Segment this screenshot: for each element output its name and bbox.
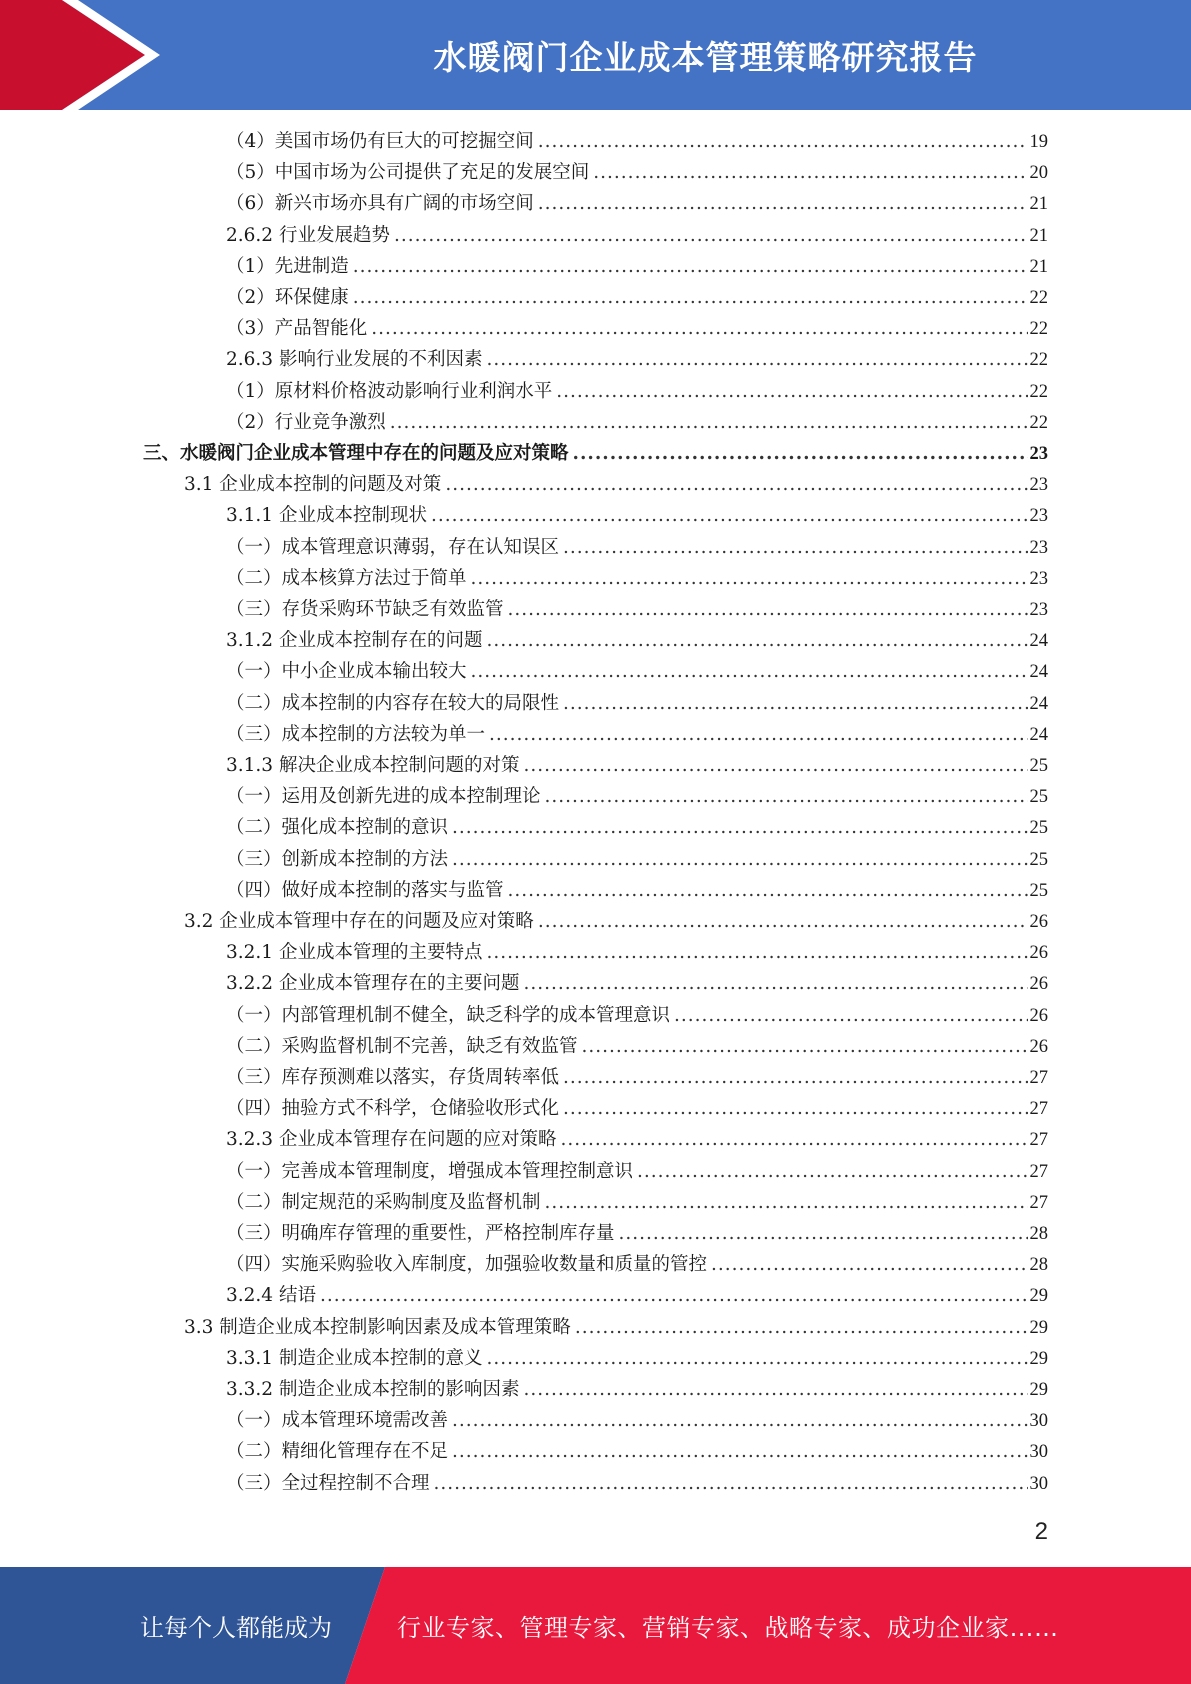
toc-entry[interactable] xyxy=(226,688,1048,719)
toc-entry-title: （二）采购监督机制不完善，缺乏有效监管 xyxy=(226,1035,578,1057)
toc-dot-leader xyxy=(353,282,1028,313)
toc-entry-page: 23 xyxy=(1029,568,1048,589)
toc-entry-page: 28 xyxy=(1029,1255,1048,1276)
toc-entry[interactable] xyxy=(226,781,1048,812)
toc-entry-page: 27 xyxy=(1029,1130,1048,1151)
toc-entry-title: （一）成本管理环境需改善 xyxy=(226,1410,449,1432)
toc-entry[interactable] xyxy=(226,500,1048,531)
toc-entry-page: 19 xyxy=(1029,132,1048,152)
toc-dot-leader xyxy=(471,563,1028,594)
toc-entry-page: 22 xyxy=(1029,381,1048,402)
toc-entry[interactable] xyxy=(226,188,1048,219)
toc-entry-page: 23 xyxy=(1029,444,1048,464)
toc-entry[interactable] xyxy=(184,1312,1048,1343)
toc-entry[interactable] xyxy=(226,1187,1048,1218)
toc-dot-leader xyxy=(508,875,1028,906)
toc-entry[interactable] xyxy=(226,968,1048,999)
toc-entry-title: （二）制定规范的采购制度及监督机制 xyxy=(226,1191,541,1213)
toc-entry-page: 30 xyxy=(1029,1473,1048,1494)
toc-dot-leader xyxy=(452,1405,1027,1436)
toc-entry[interactable] xyxy=(226,625,1048,656)
toc-entry-page: 29 xyxy=(1029,1380,1048,1400)
toc-entry[interactable] xyxy=(226,251,1048,282)
toc-entry-title: （二）精细化管理存在不足 xyxy=(226,1441,449,1463)
toc-entry-page: 26 xyxy=(1029,974,1048,995)
toc-dot-leader xyxy=(486,937,1027,968)
toc-entry-page: 28 xyxy=(1029,1224,1048,1244)
toc-dot-leader xyxy=(489,719,1027,750)
toc-entry[interactable] xyxy=(226,1468,1048,1499)
toc-entry-title: 三、水暖阀门企业成本管理中存在的问题及应对策略 xyxy=(143,443,569,464)
footer-slogan-left: 让每个人都能成为 xyxy=(140,1614,332,1642)
toc-dot-leader xyxy=(573,438,1028,469)
toc-entry-title: （一）中小企业成本输出较大 xyxy=(226,661,467,683)
toc-entry-page: 30 xyxy=(1029,1442,1048,1463)
toc-entry-page: 26 xyxy=(1029,1036,1048,1057)
toc-entry-title: （四）实施采购验收入库制度，加强验收数量和质量的管控 xyxy=(226,1254,708,1276)
toc-dot-leader xyxy=(575,1312,1028,1343)
toc-entry[interactable] xyxy=(226,1156,1048,1187)
toc-entry[interactable] xyxy=(226,126,1048,157)
toc-entry-title: （一）运用及创新先进的成本控制理论 xyxy=(226,786,541,808)
toc-dot-leader xyxy=(538,188,1028,219)
toc-dot-leader xyxy=(353,251,1028,282)
toc-dot-leader xyxy=(320,1280,1028,1311)
toc-entry[interactable] xyxy=(226,532,1048,563)
toc-entry-page: 27 xyxy=(1029,1192,1048,1213)
toc-dot-leader xyxy=(674,1000,1027,1031)
footer-slogan-right: 行业专家、管理专家、营销专家、战略专家、成功企业家…… xyxy=(397,1614,1059,1642)
toc-entry-page: 21 xyxy=(1029,194,1048,215)
toc-entry-title: 3.1.3 解决企业成本控制问题的对策 xyxy=(226,755,520,776)
toc-entry[interactable] xyxy=(143,438,1048,469)
toc-entry-title: （二）成本控制的内容存在较大的局限性 xyxy=(226,692,560,714)
toc-dot-leader xyxy=(486,344,1027,375)
page-footer xyxy=(0,1567,1191,1684)
toc-entry-page: 23 xyxy=(1029,600,1048,620)
toc-dot-leader xyxy=(582,1031,1028,1062)
toc-entry-title: （一）成本管理意识薄弱，存在认知误区 xyxy=(226,536,560,558)
toc-entry[interactable] xyxy=(226,220,1048,251)
toc-entry-title: 3.2.4 结语 xyxy=(226,1285,316,1307)
toc-entry[interactable] xyxy=(226,407,1048,438)
toc-entry-page: 23 xyxy=(1029,537,1048,558)
toc-entry-title: （1）原材料价格波动影响行业利润水平 xyxy=(226,380,553,402)
toc-entry-page: 27 xyxy=(1029,1099,1048,1120)
toc-entry-page: 22 xyxy=(1029,350,1048,371)
toc-entry-page: 27 xyxy=(1029,1068,1048,1088)
toc-dot-leader xyxy=(563,532,1027,563)
toc-dot-leader xyxy=(394,220,1028,251)
toc-entry[interactable] xyxy=(226,1249,1048,1280)
toc-dot-leader xyxy=(508,594,1028,625)
document-title: 水暖阀门企业成本管理策略研究报告 xyxy=(433,37,978,77)
toc-dot-leader xyxy=(545,781,1028,812)
toc-entry-page: 24 xyxy=(1029,724,1048,745)
toc-entry[interactable] xyxy=(226,1093,1048,1124)
toc-entry-page: 24 xyxy=(1029,662,1048,683)
toc-entry[interactable] xyxy=(226,875,1048,906)
toc-entry[interactable] xyxy=(226,844,1048,875)
toc-entry[interactable] xyxy=(226,812,1048,843)
toc-entry-title: （三）成本控制的方法较为单一 xyxy=(226,723,486,745)
toc-dot-leader xyxy=(523,968,1027,999)
toc-dot-leader xyxy=(523,1374,1027,1405)
toc-entry-title: 3.1.1 企业成本控制现状 xyxy=(226,505,427,527)
toc-entry-page: 25 xyxy=(1029,756,1048,776)
toc-entry[interactable] xyxy=(226,1374,1048,1405)
toc-dot-leader xyxy=(538,906,1028,937)
toc-entry[interactable] xyxy=(226,1343,1048,1374)
toc-dot-leader xyxy=(452,844,1027,875)
toc-entry-page: 27 xyxy=(1029,1161,1048,1182)
toc-entry-page: 29 xyxy=(1029,1286,1048,1307)
toc-entry-title: （二）成本核算方法过于简单 xyxy=(226,567,467,589)
toc-entry-title: 3.2.3 企业成本管理存在问题的应对策略 xyxy=(226,1129,557,1151)
toc-dot-leader xyxy=(563,1062,1027,1093)
toc-entry-title: 3.3 制造企业成本控制影响因素及成本管理策略 xyxy=(184,1316,571,1338)
toc-entry-page: 22 xyxy=(1029,412,1048,433)
toc-entry-title: （四）抽验方式不科学，仓储验收形式化 xyxy=(226,1098,560,1120)
toc-entry-title: （三）明确库存管理的重要性，严格控制库存量 xyxy=(226,1223,615,1244)
toc-dot-leader xyxy=(445,469,1027,500)
toc-dot-leader xyxy=(471,656,1028,687)
toc-entry-page: 21 xyxy=(1029,225,1048,246)
toc-entry[interactable] xyxy=(226,1031,1048,1062)
toc-entry[interactable] xyxy=(226,313,1048,344)
toc-entry[interactable] xyxy=(226,1218,1048,1249)
toc-dot-leader xyxy=(390,407,1028,438)
toc-dot-leader xyxy=(619,1218,1028,1249)
toc-dot-leader xyxy=(563,1093,1027,1124)
toc-dot-leader xyxy=(556,376,1027,407)
toc-entry[interactable] xyxy=(226,344,1048,375)
toc-entry-title: （一）内部管理机制不健全，缺乏科学的成本管理意识 xyxy=(226,1004,671,1026)
toc-dot-leader xyxy=(593,157,1027,188)
toc-entry-title: 3.1 企业成本控制的问题及对策 xyxy=(184,474,442,496)
toc-entry-page: 26 xyxy=(1029,1005,1048,1026)
toc-entry-page: 22 xyxy=(1029,319,1048,340)
toc-entry[interactable] xyxy=(226,157,1048,188)
toc-entry-page: 29 xyxy=(1029,1317,1048,1338)
toc-entry-title: （二）强化成本控制的意识 xyxy=(226,817,449,839)
toc-dot-leader xyxy=(560,1124,1027,1155)
toc-entry-page: 30 xyxy=(1029,1411,1048,1432)
toc-entry[interactable] xyxy=(226,937,1048,968)
toc-entry-title: （3）产品智能化 xyxy=(226,318,368,340)
toc-entry-title: 3.3.1 制造企业成本控制的意义 xyxy=(226,1347,483,1369)
toc-entry[interactable] xyxy=(226,719,1048,750)
toc-entry[interactable] xyxy=(226,656,1048,687)
toc-entry-title: （三）创新成本控制的方法 xyxy=(226,848,449,870)
toc-entry-title: 3.1.2 企业成本控制存在的问题 xyxy=(226,630,483,652)
toc-dot-leader xyxy=(452,812,1027,843)
toc-entry[interactable] xyxy=(226,563,1048,594)
toc-entry-title: （三）全过程控制不合理 xyxy=(226,1472,430,1494)
toc-entry[interactable] xyxy=(184,906,1048,937)
toc-entry-title: （4）美国市场仍有巨大的可挖掘空间 xyxy=(226,131,534,152)
toc-entry-page: 22 xyxy=(1029,288,1048,308)
toc-entry-page: 25 xyxy=(1029,849,1048,870)
toc-entry-title: （四）做好成本控制的落实与监管 xyxy=(226,879,504,901)
toc-dot-leader xyxy=(434,1468,1028,1499)
toc-entry-page: 26 xyxy=(1029,912,1048,932)
toc-dot-leader xyxy=(545,1187,1028,1218)
toc-entry[interactable] xyxy=(226,1000,1048,1031)
toc-entry-title: 3.2 企业成本管理中存在的问题及应对策略 xyxy=(184,911,534,932)
toc-dot-leader xyxy=(637,1156,1027,1187)
toc-entry-page: 26 xyxy=(1029,943,1048,964)
toc-entry-page: 24 xyxy=(1029,693,1048,714)
toc-entry[interactable] xyxy=(226,282,1048,313)
toc-entry-title: （5）中国市场为公司提供了充足的发展空间 xyxy=(226,162,590,184)
toc-entry-page: 23 xyxy=(1029,475,1048,496)
toc-entry-title: （三）存货采购环节缺乏有效监管 xyxy=(226,599,504,620)
toc-entry[interactable] xyxy=(226,376,1048,407)
toc-entry-title: 2.6.3 影响行业发展的不利因素 xyxy=(226,349,483,371)
page-number: 2 xyxy=(1034,1518,1048,1545)
toc-entry-title: 2.6.2 行业发展趋势 xyxy=(226,224,390,246)
toc-entry[interactable] xyxy=(226,750,1048,781)
toc-entry-page: 20 xyxy=(1029,163,1048,184)
toc-entry[interactable] xyxy=(226,1405,1048,1436)
toc-entry-title: （6）新兴市场亦具有广阔的市场空间 xyxy=(226,193,534,215)
toc-entry-page: 25 xyxy=(1029,787,1048,808)
toc-entry-page: 24 xyxy=(1029,631,1048,652)
toc-dot-leader xyxy=(523,750,1027,781)
toc-entry-title: 3.2.2 企业成本管理存在的主要问题 xyxy=(226,973,520,995)
toc-entry-page: 25 xyxy=(1029,880,1048,901)
toc-entry-page: 25 xyxy=(1029,818,1048,839)
toc-entry-title: （1）先进制造 xyxy=(226,255,349,277)
toc-dot-leader xyxy=(538,126,1028,157)
toc-dot-leader xyxy=(431,500,1028,531)
toc-entry[interactable] xyxy=(226,1436,1048,1467)
toc-dot-leader xyxy=(486,1343,1027,1374)
toc-entry-page: 29 xyxy=(1029,1348,1048,1369)
toc-entry[interactable] xyxy=(226,1124,1048,1155)
toc-dot-leader xyxy=(486,625,1027,656)
page-header xyxy=(0,0,1191,110)
toc-dot-leader xyxy=(371,313,1027,344)
toc-dot-leader xyxy=(711,1249,1027,1280)
toc-entry-title: （2）行业竞争激烈 xyxy=(226,411,386,433)
toc-entry-page: 21 xyxy=(1029,256,1048,277)
toc-entry[interactable] xyxy=(226,594,1048,625)
toc-entry-title: （2）环保健康 xyxy=(226,287,349,308)
toc-dot-leader xyxy=(452,1436,1027,1467)
toc-dot-leader xyxy=(563,688,1027,719)
toc-entry-title: 3.2.1 企业成本管理的主要特点 xyxy=(226,942,483,964)
toc-entry-page: 23 xyxy=(1029,506,1048,527)
toc-entry-title: （一）完善成本管理制度，增强成本管理控制意识 xyxy=(226,1160,634,1182)
toc-entry-title: （三）库存预测难以落实，存货周转率低 xyxy=(226,1067,560,1088)
toc-entry[interactable] xyxy=(184,469,1048,500)
toc-entry[interactable] xyxy=(226,1062,1048,1093)
toc-entry[interactable] xyxy=(226,1280,1048,1311)
toc-entry-title: 3.3.2 制造企业成本控制的影响因素 xyxy=(226,1379,520,1400)
